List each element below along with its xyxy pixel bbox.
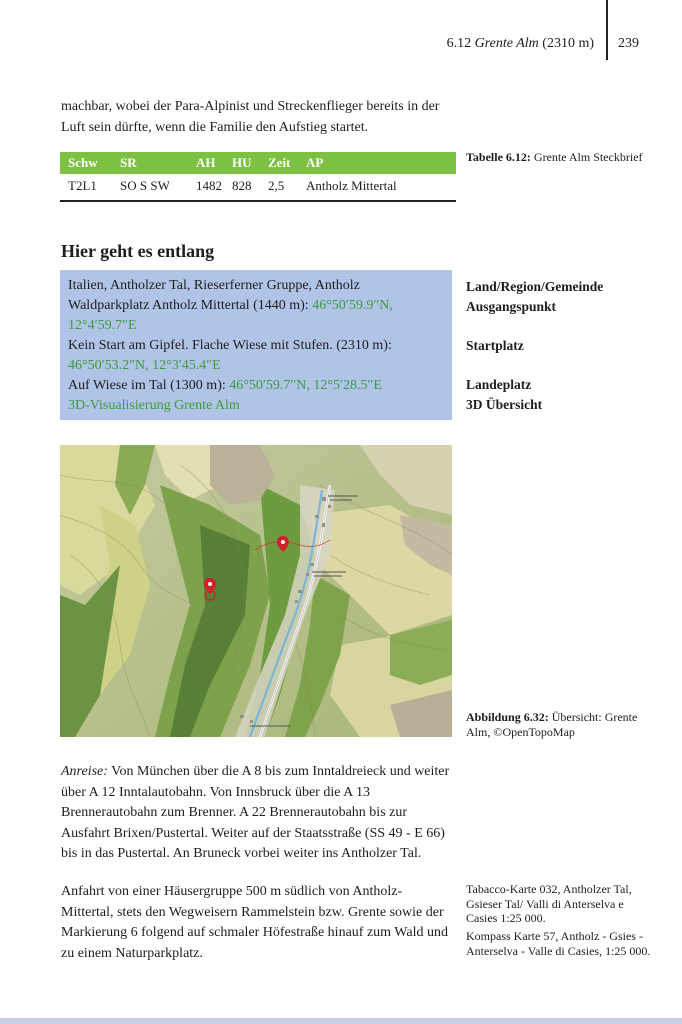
anreise-text: Von München über die A 8 bis zum Inntaldreieck und weiter über A 12 Inntalautobahn. Von Innsbruck über die A 13 Brennerautobahn zum Brenner. A 22 Brennerautobahn bis zur Ausfahrt Brixen/Pustertal. Weiter auf der Staatsstraße (SS 49 - E 66) bis in das Pustertal. An Bruneck vorbei weiter ins Antholzer Tal. <box>61 764 450 861</box>
table-caption <box>466 150 651 165</box>
info-launch-text: Kein Start am Gipfel. Flache Wiese mit Stufen. (2310 m): <box>68 338 392 353</box>
table-caption-text: Grente Alm Steckbrief <box>533 150 643 164</box>
table-cell: 828 <box>228 174 264 201</box>
table-row <box>60 174 456 201</box>
section-elevation: (2310 m) <box>542 36 594 51</box>
info-start <box>68 296 444 336</box>
info-start-coords[interactable]: 46°50′59.9″N, 12°4′59.7″E <box>68 298 393 333</box>
anfahrt-paragraph: Anfahrt von einer Häusergruppe 500 m südlich von Antholz-Mittertal, stets den Wegweisern Rammelstein bzw. Grente sowie der Markierung 6 folgend auf schmaler Höfestraße hinauf zum Wald und zu einem Naturparkplatz. <box>61 884 448 961</box>
label-overview: 3D Übersicht <box>466 397 543 412</box>
table-header-cell: Zeit <box>264 152 302 174</box>
anreise-label: Anreise: <box>61 764 108 779</box>
table-header-cell: Schw <box>60 152 116 174</box>
info-start-text: Waldparkplatz Antholz Mittertal (1440 m): <box>68 298 309 313</box>
table-cell: Antholz Mittertal <box>302 174 456 201</box>
table-cell: SO S SW <box>116 174 192 201</box>
info-landing-text: Auf Wiese im Tal (1300 m): <box>68 378 226 393</box>
table-header-cell: SR <box>116 152 192 174</box>
steckbrief-table <box>60 152 456 202</box>
section-title: Grente Alm <box>474 36 539 51</box>
page-number: 239 <box>618 36 639 51</box>
table-cell: 1482 <box>192 174 228 201</box>
anreise-paragraph <box>61 762 453 865</box>
info-landing-coords[interactable]: 46°50′59.7″N, 12°5′28.5″E <box>229 378 382 393</box>
label-start: Ausgangspunkt <box>466 299 557 314</box>
intro-paragraph: machbar, wobei der Para-Alpinist und Streckenflieger bereits in der Luft sein dürfte, wenn die Familie den Aufstieg startet. <box>61 99 440 135</box>
table-header-cell: AP <box>302 152 456 174</box>
table-header-cell: AH <box>192 152 228 174</box>
topo-map[interactable] <box>60 445 452 737</box>
topo-map-image <box>60 445 452 737</box>
table-cell: 2,5 <box>264 174 302 201</box>
page-bottom-edge <box>0 1018 682 1024</box>
table-caption-label: Tabelle 6.12: <box>466 150 531 164</box>
info-launch <box>68 336 444 376</box>
table-header-cell: HU <box>228 152 264 174</box>
table-header-row <box>60 152 456 174</box>
figure-caption <box>466 710 651 739</box>
map-reference-kompass: Kompass Karte 57, Antholz - Gsies - Anterselva - Valle di Casies, 1:25 000. <box>466 929 651 958</box>
info-box <box>60 270 452 420</box>
figure-caption-text: Übersicht: Grente Alm, ©OpenTopoMap <box>466 710 638 739</box>
table-cell: T2L1 <box>60 174 116 201</box>
section-number: 6.12 <box>446 36 472 51</box>
info-landing <box>68 376 444 396</box>
steckbrief-table-wrapper <box>60 152 456 202</box>
running-header <box>447 36 594 52</box>
header-rule <box>606 0 608 60</box>
info-launch-coords[interactable]: 46°50′53.2″N, 12°3′45.4″E <box>68 358 221 373</box>
visualisation-link[interactable]: 3D-Visualisierung Grente Alm <box>68 398 240 413</box>
label-launch: Startplatz <box>466 338 524 353</box>
route-heading: Hier geht es entlang <box>61 241 215 261</box>
label-region: Land/Region/Gemeinde <box>466 279 604 294</box>
map-reference-tabacco: Tabacco-Karte 032, Antholzer Tal, Gsieser Tal/ Valli di Anterselva e Casies 1:25 000. <box>466 882 632 925</box>
label-landing: Landeplatz <box>466 377 532 392</box>
figure-caption-label: Abbildung 6.32: <box>466 710 549 724</box>
info-region: Italien, Antholzer Tal, Rieserferner Gruppe, Antholz <box>68 278 360 293</box>
